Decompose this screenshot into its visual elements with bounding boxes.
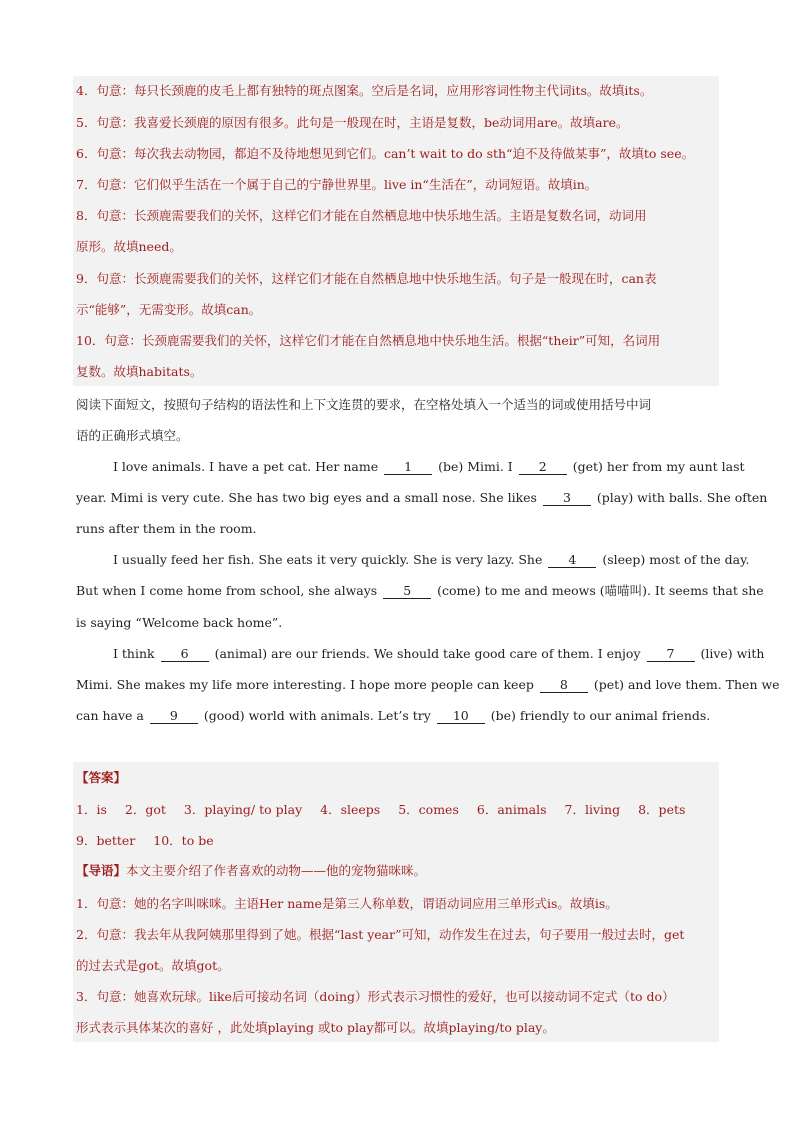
explanation-line: 示“能够”，无需变形。故填can。 <box>76 302 262 317</box>
blank-8[interactable]: 8 <box>540 677 588 693</box>
blank-10[interactable]: 10 <box>437 708 485 724</box>
explanation-line: 9．句意：长颈鹿需要我们的关怀，这样它们才能在自然栖息地中快乐地生活。句子是一般现在时，can表 <box>76 271 657 286</box>
passage-line: is saying “Welcome back home”. <box>76 615 283 630</box>
blank-9[interactable]: 9 <box>150 708 198 724</box>
passage-text: I love animals. I have a pet cat. Her name <box>113 459 383 474</box>
answer-item: 10．to be <box>153 833 214 848</box>
passage-text: year. Mimi is very cute. She has two big eyes and a small nose. She likes <box>76 490 541 505</box>
answer-row-1 <box>76 801 721 819</box>
answer-item: 4．sleeps <box>320 802 381 817</box>
blank-7[interactable]: 7 <box>647 646 695 662</box>
explanation-line: 4．句意：每只长颈鹿的皮毛上都有独特的斑点图案。空后是名词，应用形容词性物主代词its。故填its。 <box>76 83 653 98</box>
blank-1[interactable]: 1 <box>384 459 432 475</box>
passage-line <box>113 645 765 663</box>
explanation-line: 1．句意：她的名字叫咪咪。主语Her name是第三人称单数，谓语动词应用三单形式is。故填is。 <box>76 896 618 911</box>
passage-text: (play) with balls. She often <box>592 490 768 505</box>
instruction-line: 阅读下面短文，按照句子结构的语法性和上下文连贯的要求，在空格处填入一个适当的词或使用括号中词 <box>76 397 652 412</box>
answer-item: 8．pets <box>638 802 686 817</box>
guide-line <box>76 862 721 880</box>
passage-text: (get) her from my aunt last <box>568 459 745 474</box>
explanation-line: 5．句意：我喜爱长颈鹿的原因有很多。此句是一般现在时，主语是复数，be动词用are。故填are。 <box>76 115 629 130</box>
explanation-line: 6．句意：每次我去动物园，都迫不及待地想见到它们。can’t wait to do sth“迫不及待做某事”，故填to see。 <box>76 146 695 161</box>
passage-line <box>76 707 721 725</box>
passage-line <box>113 551 750 569</box>
answer-item: 9．better <box>76 833 136 848</box>
answer-item: 5．comes <box>398 802 459 817</box>
passage-text: I usually feed her fish. She eats it very quickly. She is very lazy. She <box>113 552 547 567</box>
passage-line <box>76 489 768 507</box>
passage-text: Mimi. She makes my life more interesting. I hope more people can keep <box>76 677 538 692</box>
explanation-line: 8．句意：长颈鹿需要我们的关怀，这样它们才能在自然栖息地中快乐地生活。主语是复数名词，动词用 <box>76 208 647 223</box>
blank-4[interactable]: 4 <box>548 552 596 568</box>
passage-line <box>113 458 745 476</box>
passage-line <box>76 582 764 600</box>
passage-text: can have a <box>76 708 148 723</box>
guide-text: 本文主要介绍了作者喜欢的动物——他的宠物猫咪咪。 <box>126 863 427 878</box>
answer-item: 7．living <box>564 802 621 817</box>
passage-text: (pet) and love them. Then we <box>589 677 780 692</box>
answer-heading: 【答案】 <box>76 770 127 785</box>
passage-text: But when I come home from school, she always <box>76 583 382 598</box>
explanation-line: 2．句意：我去年从我阿姨那里得到了她。根据“last year”可知，动作发生在过去，句子要用一般过去时，get <box>76 927 685 942</box>
passage-line: runs after them in the room. <box>76 521 257 536</box>
blank-6[interactable]: 6 <box>161 646 209 662</box>
answer-item: 1．is <box>76 802 107 817</box>
explanation-line: 7．句意：它们似乎生活在一个属于自己的宁静世界里。live in“生活在”，动词短语。故填in。 <box>76 177 598 192</box>
passage-text: I think <box>113 646 159 661</box>
answer-row-2 <box>76 832 721 850</box>
passage-text: (be) friendly to our animal friends. <box>486 708 711 723</box>
passage-text: (good) world with animals. Let’s try <box>199 708 435 723</box>
passage-text: (come) to me and meows (喵喵叫). It seems that she <box>433 583 764 598</box>
passage-text: (animal) are our friends. We should take good care of them. I enjoy <box>210 646 645 661</box>
instruction-line: 语的正确形式填空。 <box>76 428 189 443</box>
explanation-line: 原形。故填need。 <box>76 239 182 254</box>
explanation-line: 3．句意：她喜欢玩球。like后可接动名词（doing）形式表示习惯性的爱好，也可以接动词不定式（to do） <box>76 989 675 1004</box>
blank-2[interactable]: 2 <box>519 459 567 475</box>
blank-3[interactable]: 3 <box>543 490 591 506</box>
explanation-line: 形式表示具体某次的喜好 ，此处填playing 或to play都可以。故填playing/to play。 <box>76 1020 555 1035</box>
answer-item: 3．playing/ to play <box>183 802 303 817</box>
answer-item: 2．got <box>124 802 166 817</box>
explanation-line: 10．句意：长颈鹿需要我们的关怀，这样它们才能在自然栖息地中快乐地生活。根据“their”可知，名词用 <box>76 333 661 348</box>
passage-text: (live) with <box>696 646 765 661</box>
passage-text: (sleep) most of the day. <box>598 552 750 567</box>
blank-5[interactable]: 5 <box>383 583 431 599</box>
answer-item: 6．animals <box>476 802 547 817</box>
passage-text: (be) Mimi. I <box>434 459 517 474</box>
explanation-line: 的过去式是got。故填got。 <box>76 958 230 973</box>
explanation-line: 复数。故填habitats。 <box>76 364 203 379</box>
guide-label: 【导语】 <box>76 863 127 878</box>
passage-line <box>76 676 780 694</box>
